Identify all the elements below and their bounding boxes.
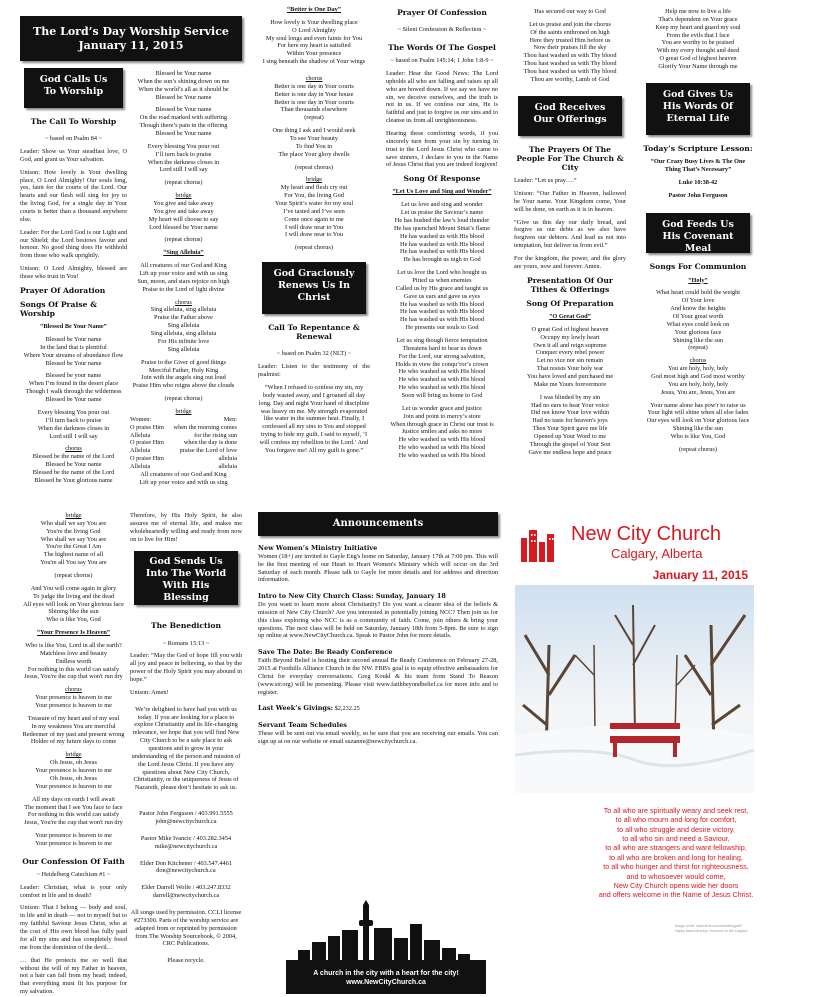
banner-god-receives: God Receives Our Offerings bbox=[518, 96, 622, 136]
contact-elder-don: Elder Don Kitchener / 403.547.4461 don@newcitychurch.ca bbox=[140, 859, 232, 875]
ann-1-title: New Women’s Ministry Initiative bbox=[258, 544, 378, 552]
prayers-doxology: For the kingdom, the power, and the glory are yours, now and forever. Amen. bbox=[514, 254, 626, 270]
song4-verse-5: Let us praise and join the chorus Of the saints enthroned on high Here they trusted Him before us Now their praises fill the sky Thou hast washed us with Thy blood Thou hast washed us with Thy blood Thou hast washed us with Thy blood Thou are worthy, Lamb of God bbox=[523, 20, 617, 83]
ann-2-title: Intro to New City Church Class: Sunday, January 18 bbox=[258, 592, 446, 601]
welcome-text: We’re delighted to have had you with us today. If you are looking for a place to explore Christianity and its life-changing relevance, we hope that you will find New City Church to be a safe place to ask questions and to grow in your understanding of the person and mission of the Lord Jesus Christ. If you have any questions about New City Church, Christianity, or the uniqueness of Jesus of Nazareth, please don’t hesitate to ask us. bbox=[131, 705, 241, 792]
song1-verse-6: Every blessing You pour out I’ll turn back to praise When the darkness closes in Lord still I will say bbox=[147, 142, 220, 174]
song6-end: And You will come again in glory To judge the living and the dead All eyes will look on Your glorious face Shining like the sun Who is like You, God bbox=[23, 584, 124, 624]
song2-verse-1: All creatures of our God and King Lift up your voice and with us sing Sun, moon, and stars rejoice on high Praise to the Lord of light divine bbox=[137, 262, 230, 293]
response-heading: Song Of Response bbox=[403, 174, 481, 184]
column-5 bbox=[514, 8, 626, 520]
repeat-chorus-6: (repeat chorus) bbox=[679, 445, 717, 453]
church-date: January 11, 2015 bbox=[652, 568, 748, 582]
ann-2-body: Do you want to learn more about Christianity? Do you want a clearer idea of the beliefs & mission of New City Church? Are you interested in potentially joining NCC? Then join us for this class exploring who NCC is as a community of faith. Come, join others & bring your questions. The next class will be held on Saturday, January 18th from 5-8pm. Be sure to sign up online at www.NewCityChurch.ca. Speak to Pastor John for more details. bbox=[258, 601, 498, 640]
communion-heading: Songs For Communion bbox=[649, 262, 747, 272]
snowy-park-image bbox=[515, 585, 754, 793]
confession-end: Therefore, by His Holy Spirit, he also assures me of eternal life, and makes me wholeheartedly willing and ready from now on to live for Him! bbox=[130, 512, 242, 543]
song3-verse-2: One thing I ask and I would seek To see Your beauty To find You in The place Your glory dwells bbox=[272, 127, 356, 158]
chorus-label-3: chorus bbox=[305, 75, 323, 83]
benediction-ref: ~ Romans 15:13 ~ bbox=[162, 639, 210, 647]
song1-chorus: Blessed be the name of the Lord Blessed be Your name Blessed be the name of the Lord Blessed be Your glorious name bbox=[32, 453, 115, 484]
benediction-leader: Leader: “May the God of hope fill you with all joy and peace in believing, so that by the power of the Holy Spirit you may abound in hope.” bbox=[130, 652, 242, 683]
song2-bridge bbox=[130, 416, 237, 471]
gospel-assurance: Hearing these comforting words, if you sincerely turn from your sin by turning in trust to the Lord Jesus Christ who came to save sinners, I declare to you in the Name of Jesus Christ that you are indeed forgiven! bbox=[386, 129, 498, 169]
ann-5-title: Servant Team Schedules bbox=[258, 721, 347, 730]
song3-verse-1: How lovely is Your dwelling place O Lord Almighty My soul longs and even faints for You For here my heart is satisfied Within Your presence I sing beneath the shadow of Your wings bbox=[262, 18, 366, 66]
song1-verse-1: Blessed be Your name In the land that is plentiful Where Your streams of abundance flow Blessed be Your name bbox=[23, 336, 124, 367]
faith-confession-unison: Unison: That I belong — body and soul, in life and in death — not to myself but to my faithful Saviour Jesus Christ, who at the cost of His own blood has fully paid for all my sins and has completely freed me from the dominion of the devil… bbox=[20, 904, 127, 951]
lesson-heading: Today’s Scripture Lesson: bbox=[643, 143, 753, 153]
song2-title: “Sing Alleluia” bbox=[163, 249, 204, 257]
song1-verse-2: Blessed be your name When I’m found in the desert place Though I walk through the wilderness Blessed be Your name bbox=[25, 372, 122, 404]
ann-3-body: Faith Beyond Belief is hosting their second annual Be Ready Conference on February 27-28, 2015 at Foothills Alliance Church in the NW. FBB's goal is to equip effective ambassadors for Christ for everyday conversations. Greg Koukl & his team from Stand To Reason (www.str.org) will be presenting. Please visit www.faithbeyondbelief.ca for more info and to register. bbox=[258, 657, 498, 696]
repentance-quote: “When I refused to confess my sin, my body wasted away, and I groaned all day long. Day and night Your hand of discipline was heavy on me. My strength evaporated like water in the summer heat. Finally, I confessed all my sins to You and stopped trying to hide my guilt. I said to myself, ‘I will confess my rebellion to the Lord.’ And You forgave me! All my guilt is gone.” bbox=[258, 384, 370, 454]
call-leader-1: Leader: Show us Your steadfast love, O God, and grant us Your salvation. bbox=[20, 147, 127, 163]
benediction-heading: The Benediction bbox=[150, 621, 222, 631]
ann-1-body: Women (18+) are invited to Gayle Eng's home on Saturday, January 17th at 7:00 pm. This will be the first meeting of our Heart to Heart Women's Ministry which will occur on the 3rd Saturday of each month. Please talk to Gayle for more details and for address and direction information. bbox=[258, 552, 498, 584]
song5-verse-1: O great God of highest heaven Occupy my lowly heart Own it all and reign supreme Conquer every rebel power Let no vice nor sin remain That resists Your holy war You have loved and purchased me Make me Yours forevermore bbox=[526, 325, 614, 388]
chorus-label-6: chorus bbox=[689, 357, 707, 365]
tagline-url[interactable]: www.NewCityChurch.ca bbox=[346, 978, 426, 986]
banner-god-gives: God Gives Us His Words Of Eternal Life bbox=[646, 83, 750, 135]
church-logo-icon bbox=[519, 526, 559, 566]
contact-pastor-john: Pastor John Ferguson / 403.991.5555 john@newcitychurch.ca bbox=[139, 810, 233, 826]
song4-verse-4: Let us wonder grace and justice Join and point to mercy’s store When through grace in Christ our trust is Justice smiles and asks no more He who washed us with His blood He who washed us with His blood He who washed us with His blood bbox=[390, 404, 494, 459]
banner-god-calls: God Calls Us To Worship bbox=[24, 68, 123, 108]
song7-bridge: Oh Jesus, oh Jesus Your presence is heaven to me Oh Jesus, oh Jesus Your presence is heaven to me bbox=[35, 759, 112, 790]
service-date: January 11, 2015 bbox=[78, 39, 184, 53]
mission-statement: To all who are spiritually weary and seek rest, to all who mourn and long for comfort, to all who struggle and desire victory, to all who sin and need a Saviour, to all who are strangers and want fellowship, to all who are broken and long for healing, to all who hunger and thirst for righteousness, and to whosoever would come, New City Church opens wide her doors and offers welcome in the Name of Jesus Christ. bbox=[598, 806, 754, 900]
song3-chorus: Better is one day in Your courts Better is one day in Your house Better is one day in Your courts Than thousands elsewhere (repeat) bbox=[274, 82, 354, 122]
song6-verse-2: Your name alone has pow'r to raise us Your light will shine when all else fades Our eyes will look on Your glorious face Shining like the sun Who is like You, God bbox=[646, 401, 750, 440]
song3-bridge: My heart and flesh cry out For You, the living God Your Spirit’s water for my soul I’ve tasted and I’ve seen Come once again to me I will draw near to You I will draw near to You bbox=[274, 184, 354, 239]
chorus-label: chorus bbox=[65, 445, 82, 453]
contact-elder-darrell: Elder Darrell Wolfe / 403.247.8332 darrell@newcitychurch.ca bbox=[141, 884, 231, 900]
adoration-heading: Prayer Of Adoration bbox=[20, 285, 106, 295]
photo-credit: Image credit: www.flickr.com/taniabergpa87 Happy faces Monday, everyone to the Calgary! bbox=[675, 924, 748, 933]
banner-god-feeds: God Feeds Us His Covenant Meal bbox=[646, 213, 750, 253]
song7-verse-2: Treasure of my heart and of my soul In my weakness You are merciful Redeemer of my past and present wrong Holder of my future days to come bbox=[22, 714, 125, 746]
song7-title: “Your Presence Is Heaven” bbox=[36, 629, 111, 637]
recycle-note: Please recycle. bbox=[167, 957, 205, 965]
lesson-pastor: Pastor John Ferguson bbox=[668, 191, 728, 199]
announcements-banner: Announcements bbox=[258, 512, 498, 536]
ann-4-value: $2,232.25 bbox=[334, 705, 360, 713]
tagline-line-1: A church in the city with a heart for the city! bbox=[313, 970, 459, 977]
banner-god-renews: God Graciously Renews Us In Christ bbox=[262, 262, 366, 314]
bridge-label-3: bridge bbox=[305, 176, 323, 184]
bottom-column-2 bbox=[130, 512, 242, 994]
bridge-men: Men: when the morning comes for the rising sun when the day is done praise the Lord of love alleluia alleluia bbox=[173, 415, 237, 470]
lesson-title: “Our Crazy Busy Lives & The One Thing That’s Necessary” bbox=[650, 157, 746, 173]
column-3 bbox=[258, 6, 370, 520]
column-2 bbox=[130, 70, 237, 520]
song2-chorus: Sing alleluia, sing alleluia Praise the Father above Sing alleluia Sing alleluia, sing alleluia For His infinite love Sing alleluia bbox=[150, 306, 217, 353]
song1-verse-3: Every blessing You pour out I’ll turn back to praise When the darkness closes in Lord still I will say bbox=[37, 408, 110, 440]
call-unison-2: Unison: O Lord Almighty, blessed are those who trust in You! bbox=[20, 265, 127, 280]
gospel-heading: The Words Of The Gospel bbox=[388, 42, 496, 52]
song6-title: “Holy” bbox=[688, 276, 708, 284]
song7-chorus: Your presence is heaven to me Your presence is heaven to me bbox=[35, 694, 112, 710]
call-ref: ~ based on Psalm 84 ~ bbox=[44, 135, 102, 143]
lesson-ref: Luke 10:38-42 bbox=[678, 178, 718, 186]
repeat-chorus-2: (repeat chorus) bbox=[164, 236, 203, 244]
gospel-ref: ~ based on Psalm 145:14; 1 John 1:8-9 ~ bbox=[390, 57, 494, 65]
song7-end: Your presence is heaven to me Your presence is heaven to me bbox=[35, 832, 112, 847]
song1-verse-5: Blessed be Your name On the road marked with suffering Though there’s pain in the offering Blessed be Your name bbox=[139, 106, 228, 138]
tagline bbox=[258, 970, 514, 988]
faith-confession-heading: Our Confession Of Faith bbox=[22, 856, 125, 866]
song4-verse-1: Let us love and sing and wonder Let us praise the Saviour’s name He has hushed the law’s loud thunder He has quenched Mount Sinai’s flame He has washed us with His blood He has washed us with His blood He has washed us with His blood He has brought us nigh to God bbox=[393, 201, 490, 264]
song5-title: “O Great God” bbox=[549, 312, 591, 320]
repentance-ref: ~ based on Psalm 32 (NLT) ~ bbox=[276, 350, 352, 358]
song6-verse-1: What heart could hold the weight Of Your love And know the heights Of Your great worth What eyes could look on Your glorious face Shining like the sun (repeat) bbox=[655, 289, 741, 352]
chorus-label-2: chorus bbox=[175, 298, 192, 306]
repeat-chorus-3: (repeat chorus) bbox=[164, 395, 203, 403]
ann-4-title: Last Week’s Givings: bbox=[258, 704, 334, 713]
song1-title: “Blessed Be Your Name” bbox=[40, 323, 107, 331]
song6-chorus: You are holy, holy, holy God most high and God most worthy You are holy, holy, holy Jesus, You are, Jesus, You are bbox=[651, 365, 745, 396]
permission-note: All songs used by permission. CCLI license #273300. Parts of the worship service are adapted from or reprinted by permission from The Worship Sourcebook, © 2004, CRC Publications. bbox=[130, 909, 242, 948]
bottom-column-1 bbox=[20, 512, 127, 994]
faith-confession-ref: ~ Heidelberg Catechism #1 ~ bbox=[36, 870, 111, 878]
benediction-unison: Unison: Amen! bbox=[130, 688, 169, 696]
repentance-leader: Leader: Listen to the testimony of the psalmist: bbox=[258, 363, 370, 379]
gospel-leader: Leader: Hear the Good News: The Lord upholds all who are falling and raises up all who are bowed down. If we say we have no sin, we deceive ourselves, and the truth is not in us. If we confess our sins, He is faithful and just to forgive us our sins and to cleanse us from all unrighteousness. bbox=[386, 69, 498, 125]
church-name: New City Church bbox=[571, 523, 722, 545]
song1-bridge: You give and take away You give and take away My heart will choose to say Lord blessed be Your name bbox=[148, 200, 219, 231]
bridge-women: Women: O praise Him Alleluia O praise Him Alleluia O praise Him Alleluia bbox=[130, 415, 164, 470]
chorus-label-7: chorus bbox=[65, 686, 82, 694]
repeat-chorus-b1: (repeat chorus) bbox=[54, 572, 93, 580]
confession-heading: Prayer Of Confession bbox=[397, 8, 487, 17]
tithes-heading: Presentation Of Our Tithes & Offerings bbox=[527, 275, 613, 294]
song4-verse-2: Let us love the Lord who bought us Pitied us when enemies Called us by His grace and taught us Gave us ears and gave us eyes He has washed us with His blood He has washed us with His blood He has washed us with His blood He presents our souls to God bbox=[395, 269, 489, 332]
church-city: Calgary, Alberta bbox=[611, 546, 703, 561]
banner-god-sends: God Sends Us Into The World With His Blessing bbox=[134, 551, 238, 605]
repentance-heading: Call To Repentance & Renewal bbox=[268, 323, 360, 342]
preparation-heading: Song Of Preparation bbox=[526, 298, 614, 308]
songs-heading: Songs Of Praise & Worship bbox=[20, 299, 97, 319]
song4-verse-3: Let us sing though fierce temptation Threatens hard to bear us down For the Lord, our strong salvation, Holds in view the conqu’ror’s crown He who washed us with His blood He who washed us with His blood He who washed us with His blood Soon will bring us home to God bbox=[395, 336, 489, 399]
bridge-label-7: bridge bbox=[65, 751, 82, 759]
bridge-label-b1: bridge bbox=[65, 512, 82, 519]
prayers-debts: “Give us this day our daily bread, and forgive us our debts as we also have forgiven our debtors. And lead us not into temptation, but deliver us from evil.” bbox=[514, 218, 626, 250]
ann-4 bbox=[258, 705, 498, 713]
skyline-footer bbox=[258, 900, 514, 994]
song5-verse-3: Help me now to live a life That's dependent on Your grace Keep my heart and guard my soul From the evils that I face You are worthy to be praised With my every thought and deed O great God of highest heaven Glorify Your Name through me bbox=[655, 8, 741, 71]
call-leader-2: Leader: For the Lord God is our Light and our Shield; the Lord bestows favour and honour. No good thing does He withhold from those who walk uprightly. bbox=[20, 228, 127, 260]
confession-sub: ~ Silent Confession & Reflection ~ bbox=[397, 26, 487, 34]
song3-title: “Better is One Day” bbox=[287, 6, 341, 13]
song1-verse-4: Blessed be Your name When the sun’s shining down on me When the world’s all as it should be Blessed be Your name bbox=[137, 70, 230, 101]
prayers-unison: Unison: “Our Father in Heaven, hallowed be Your name. Your Kingdom come, Your will be done, on earth as it is in heaven. bbox=[514, 189, 626, 213]
column-1-body bbox=[20, 62, 127, 520]
faith-confession-leader: Leader: Christian, what is your only comfort in life and in death? bbox=[20, 883, 127, 899]
service-title: The Lord’s Day Worship Service bbox=[33, 25, 229, 38]
call-unison-1: Unison: How lovely is Your dwelling place, O Lord Almighty! Our souls long, yes, faint for the courts of the Lord. Our hearts and our flesh will sing for joy to the living God, for a single day in Your courts is better than a thousand anywhere else. bbox=[20, 168, 127, 223]
column-4 bbox=[386, 8, 498, 520]
song2-end: All creatures of our God and King Lift up your voice and with us sing bbox=[139, 470, 228, 486]
service-title-banner bbox=[20, 16, 242, 61]
song4-title: “Let Us Love and Sing and Wonder” bbox=[392, 188, 492, 196]
song7-verse-1: Who is like You, Lord in all the earth? Matchless love and beauty Endless worth For nothing in this world can satisfy Jesus, You're the cup that won't run dry bbox=[24, 642, 123, 681]
repeat-chorus-4: (repeat chorus) bbox=[295, 163, 333, 171]
song7-verse-3: All my days on earth I will await The moment that I see You face to face For nothing in this world can satisfy Jesus, You're the cup that won't run dry bbox=[24, 795, 123, 827]
winter-park-photo bbox=[515, 585, 754, 793]
call-heading: The Call To Worship bbox=[30, 117, 117, 126]
prayers-heading: The Prayers Of The People For The Church & City bbox=[516, 144, 624, 172]
faith-confession-cont: … that He protects me so well that without the will of my Father in heaven, not a hair can fall from my head; indeed, that everything must fit his purpose for my salvation. bbox=[20, 956, 127, 996]
song4-end: Has secured our way to God bbox=[534, 8, 606, 15]
prayers-leader: Leader: “Let us pray….” bbox=[514, 177, 577, 185]
ann-5-body: These will be sent out via email weekly, so be sure that you are receiving our emails. You can sign up at on our website or email suzanne@newcitychurch.ca. bbox=[258, 730, 498, 745]
song5-verse-2: I was blinded by my sin Had no ears to hear Your voice Did not know Your love within Had no taste for heaven's joys Then Your Spirit gave me life Opened up Your Word to me Through the gospel of Your Son Gave me endless hope and peace bbox=[528, 393, 612, 456]
ann-3-title: Save The Date: Be Ready Conference bbox=[258, 648, 393, 657]
column-6 bbox=[642, 8, 754, 520]
bridge-label-2: bridge bbox=[175, 407, 192, 415]
mission-block bbox=[596, 806, 754, 918]
repeat-chorus-5: (repeat chorus) bbox=[295, 244, 333, 252]
repeat-chorus: (repeat chorus) bbox=[164, 179, 203, 187]
announcements-body bbox=[258, 545, 498, 845]
song2-verse-2: Praise to the Giver of good things Merciful Father, Holy King Join with the angels sing out loud Praise Him who reigns above the clouds bbox=[132, 358, 235, 390]
song6-bridge: Who shall we say You are You're the living God Who shall we say You are You're the Great I Am The highest name of all You're all You say You are bbox=[40, 519, 107, 567]
contact-pastor-mike: Pastor Mike Ivancic / 403.282.3454 mike@newcitychurch.ca bbox=[140, 834, 232, 850]
bridge-label: bridge bbox=[175, 192, 192, 200]
